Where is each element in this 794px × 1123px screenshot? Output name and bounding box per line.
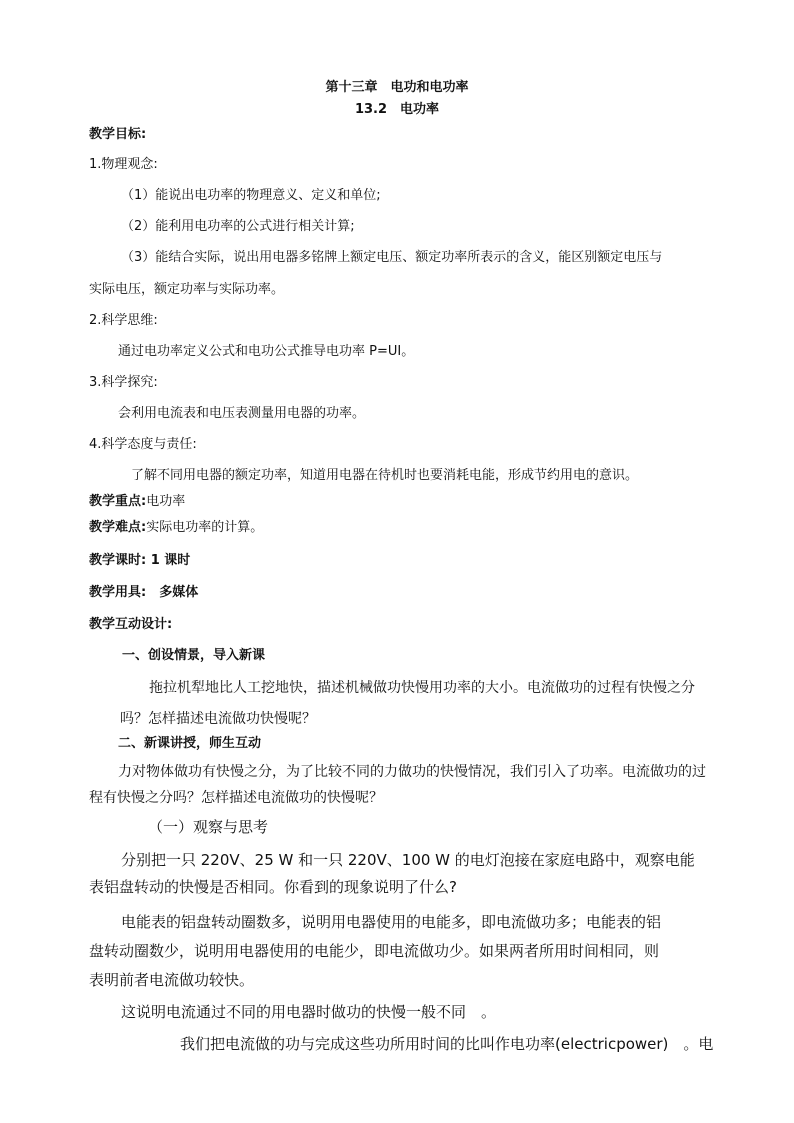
key-point — [89, 495, 185, 508]
objective-item-1: （1）能说出电功率的物理意义、定义和单位; — [121, 188, 381, 203]
observe-p2-line2: 盘转动圈数少，说明用电器使用的电能少，即电流做功少。如果两者所用时间相同，则 — [89, 942, 660, 960]
observe-p3: 这说明电流通过不同的用电器时做功的快慢一般不同 。 — [121, 1003, 497, 1021]
physics-concept-heading: 1.物理观念: — [89, 157, 158, 172]
attitude-heading: 4.科学态度与责任: — [89, 437, 197, 452]
part1-heading: 一、创设情景，导入新课 — [122, 648, 266, 663]
observe-p4: 我们把电流做的功与完成这些功所用时间的比叫作电功率(electricpower) 。电 — [180, 1035, 714, 1053]
attitude-text: 了解不同用电器的额定功率，知道用电器在待机时也要消耗电能，形成节约用电的意识。 — [131, 468, 639, 483]
difficulty-value: 实际电功率的计算。 — [146, 520, 264, 535]
observe-p2-line3: 表明前者电流做功较快。 — [89, 971, 255, 989]
objective-item-2: （2）能利用电功率的公式进行相关计算; — [121, 219, 355, 234]
part2-line1: 力对物体做功有快慢之分，为了比较不同的力做功的快慢情况，我们引入了功率。电流做功的过 — [118, 764, 706, 780]
observe-heading: （一）观察与思考 — [148, 818, 269, 836]
interactive-design-heading: 教学互动设计: — [89, 617, 173, 632]
teaching-tools: 教学用具: 多媒体 — [89, 585, 199, 600]
part2-heading: 二、新课讲授，师生互动 — [118, 736, 262, 751]
observe-p2-line1: 电能表的铝盘转动圈数多，说明用电器使用的电能多，即电流做功多；电能表的铝 — [121, 913, 662, 931]
scientific-inquiry-text: 会利用电流表和电压表测量用电器的功率。 — [118, 406, 366, 421]
part1-line2: 吗？怎样描述电流做功快慢呢？ — [120, 711, 316, 727]
difficulty — [89, 521, 263, 534]
objective-item-3-line2: 实际电压，额定功率与实际功率。 — [89, 282, 285, 297]
section-title: 13.2 电功率 — [354, 102, 440, 117]
scientific-inquiry-heading: 3.科学探究: — [89, 375, 158, 390]
observe-p1-line1: 分别把一只 220V、25 W 和一只 220V、100 W 的电灯泡接在家庭电路中，观察电能 — [121, 851, 695, 869]
key-point-label: 教学重点: — [89, 494, 147, 509]
observe-p1-line2: 表铝盘转动的快慢是否相同。你看到的现象说明了什么? — [89, 878, 457, 896]
part1-line1: 拖拉机犁地比人工挖地快，描述机械做功快慢用功率的大小。电流做功的过程有快慢之分 — [149, 680, 695, 696]
chapter-title: 第十三章 电功和电功率 — [325, 80, 469, 95]
objective-item-3-line1: （3）能结合实际，说出用电器多铭牌上额定电压、额定功率所表示的含义，能区别额定电压与 — [121, 250, 663, 265]
class-hours: 教学课时: 1 课时 — [89, 553, 191, 568]
objectives-heading: 教学目标: — [89, 127, 147, 142]
difficulty-label: 教学难点: — [89, 520, 147, 535]
key-point-value: 电功率 — [146, 494, 186, 509]
scientific-thinking-text: 通过电功率定义公式和电功公式推导电功率 P=UI。 — [118, 344, 415, 359]
part2-line2: 程有快慢之分吗？怎样描述电流做功的快慢呢？ — [89, 790, 383, 806]
scientific-thinking-heading: 2.科学思维: — [89, 313, 158, 328]
